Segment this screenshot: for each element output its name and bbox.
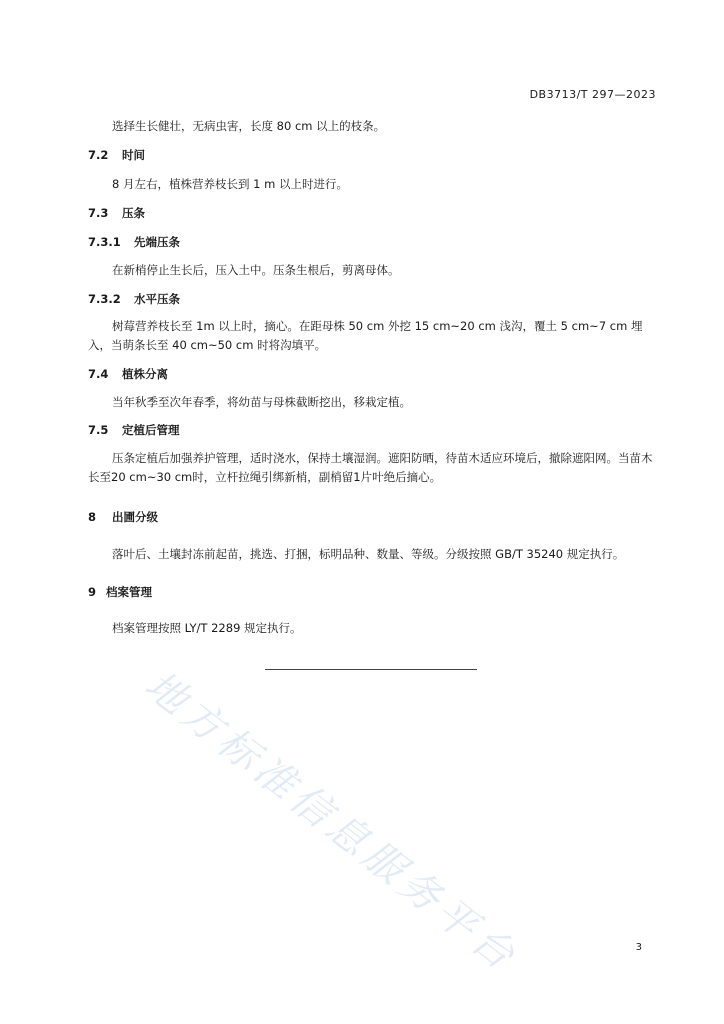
paragraph-7-4: 当年秋季至次年春季，将幼苗与母株截断挖出，移栽定植。 [112,395,411,409]
section-number: 7.2 [88,148,109,162]
section-title: 先端压条 [134,235,180,249]
heading-9 [88,583,152,602]
paragraph-7-2: 8 月左右，植株营养枝长到 1 m 以上时进行。 [112,177,348,191]
section-title: 时间 [122,148,145,162]
section-title: 档案管理 [106,585,152,599]
paragraph-8: 落叶后、土壤封冻前起苗，挑选、打捆，标明品种、数量、等级。分级按照 GB/T 35240 规定执行。 [112,547,625,561]
section-title: 出圃分级 [112,510,158,524]
heading-7-2 [88,146,145,165]
page-number: 3 [635,942,642,953]
document-code: DB3713/T 297—2023 [529,88,656,101]
section-title: 定植后管理 [122,423,180,437]
paragraph-9: 档案管理按照 LY/T 2289 规定执行。 [112,621,302,635]
section-number: 7.4 [88,367,109,381]
heading-8 [88,508,158,527]
end-rule [265,669,477,670]
paragraph-7-3-2: 树莓营养枝长至 1m 以上时，摘心。在距母株 50 cm 外挖 15 cm~20 cm 浅沟，覆土 5 cm~7 cm 埋入，当萌条长至 40 cm~50 cm 时将沟填平。 [88,319,643,352]
section-number: 9 [88,585,97,599]
heading-7-4 [88,365,168,384]
watermark: 地方标准信息服务平台 [136,662,527,982]
section-title: 压条 [122,206,145,220]
heading-7-3 [88,204,145,223]
heading-7-5 [88,421,180,440]
section-number: 7.3 [88,206,109,220]
intro-line: 选择生长健壮，无病虫害，长度 80 cm 以上的枝条。 [112,119,386,133]
paragraph-7-3-1: 在新梢停止生长后，压入土中。压条生根后，剪离母体。 [112,263,400,277]
heading-7-3-1 [88,233,180,252]
paragraph-7-5: 压条定植后加强养护管理，适时浇水，保持土壤湿润。遮阳防晒，待苗木适应环境后，撤除遮阳网。当苗木长至20 cm~30 cm时，立杆拉绳引绑新梢，副梢留1片叶绝后摘心。 [88,451,653,484]
section-title: 水平压条 [134,292,180,306]
section-number: 7.5 [88,423,109,437]
section-title: 植株分离 [122,367,168,381]
heading-7-3-2 [88,290,180,309]
section-number: 7.3.2 [88,292,121,306]
section-number: 7.3.1 [88,235,121,249]
section-number: 8 [88,510,97,524]
